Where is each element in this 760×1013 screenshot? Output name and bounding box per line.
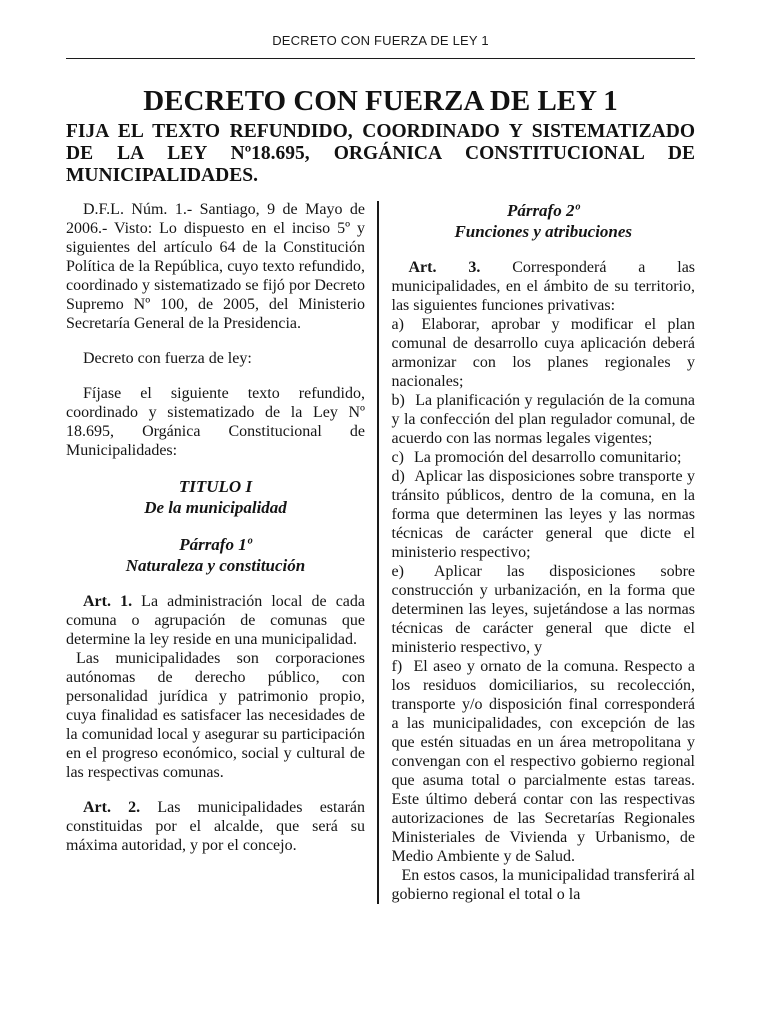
list-item-d (392, 467, 696, 562)
article-1-label: Art. 1. (83, 593, 133, 610)
list-item-f (392, 657, 696, 866)
header-rule (66, 58, 695, 59)
left-column (66, 200, 365, 904)
heading-parrafo-2-subtitle: Funciones y atribuciones (454, 222, 633, 241)
list-item-c-label: c) (391, 449, 404, 466)
paragraph-preamble: D.F.L. Núm. 1.- Santiago, 9 de Mayo de 2006.- Visto: Lo dispuesto en el inciso 5º y siguientes del artículo 64 de la Constitución Política de la República, cuyo texto refundido, coordinado y sistematizado se fijó por Decreto Supremo Nº 100, de 2005, del Ministerio Secretaría General de la Presidencia. (66, 201, 365, 332)
heading-parrafo-1: Párrafo 1º (179, 535, 252, 554)
paragraph-decreto: Decreto con fuerza de ley: (83, 350, 252, 367)
article-1-paragraph-2: Las municipalidades son corporaciones autónomas de derecho público, con personalidad jurídica y patrimonio propio, cuya finalidad es satisfacer las necesidades de la comunidad local y asegurar su participación en el progreso económico, social y cultural de las respectivas comunas. (66, 650, 365, 781)
heading-titulo-i: TITULO I (178, 477, 253, 496)
article-1-paragraph-1 (66, 592, 365, 649)
article-3-text: Corresponderá a las municipalidades, en el ámbito de su territorio, las siguientes funciones privativas: (391, 259, 696, 314)
page-content (66, 0, 695, 904)
heading-parrafo-2: Párrafo 2º (506, 201, 580, 220)
heading-titulo-i-subtitle: De la municipalidad (144, 498, 287, 517)
list-item-f-label: f) (391, 658, 403, 675)
column-divider-rule (377, 201, 379, 904)
paragraph-en-estos-casos: En estos casos, la municipalidad transferirá al gobierno regional el total o la (391, 867, 695, 903)
list-item-f-text: El aseo y ornato de la comuna. Respecto a los residuos domiciliarios, su recolección, transporte y/o disposición final corresponderá a las municipalidades, con excepción de las que estén situadas en un área metropolitana y convengan con el respectivo gobierno regional que asuma total o parcialmente estas tareas. Este último deberá contar con las respectivas autorizaciones de las Secretarías Regionales Ministeriales de Vivienda y Urbanismo, de Medio Ambiente y de Salud. (391, 658, 696, 865)
list-item-a-text: Elaborar, aprobar y modificar el plan comunal de desarrollo cuya aplicación deberá armonizar con los planes regionales y nacionales; (391, 316, 696, 390)
article-1-text: La administración local de cada comuna o agrupación de comunas que determine la ley reside en una municipalidad. (66, 593, 365, 648)
paragraph-fijase: Fíjase el siguiente texto refundido, coordinado y sistematizado de la Ley Nº 18.695, Orgánica Constitucional de Municipalidades: (66, 385, 365, 459)
list-item-e-label: e) (391, 563, 404, 580)
list-item-d-label: d) (391, 468, 405, 485)
list-item-a (392, 315, 696, 391)
document-title: DECRETO CON FUERZA DE LEY 1 (143, 85, 618, 117)
list-item-c-text: La promoción del desarrollo comunitario; (413, 449, 682, 466)
list-item-b (392, 391, 696, 448)
article-3-paragraph (392, 258, 696, 315)
heading-parrafo-1-subtitle: Naturaleza y constitución (125, 556, 306, 575)
list-item-c (392, 448, 696, 467)
article-2-label: Art. 2. (83, 799, 141, 816)
article-2-text: Las municipalidades estarán constituidas por el alcalde, que será su máxima autoridad, y por el concejo. (66, 799, 365, 854)
list-item-b-label: b) (391, 392, 405, 409)
right-column (392, 200, 696, 904)
list-item-e (392, 562, 696, 657)
list-item-b-text: La planificación y regulación de la comuna y la confección del plan regulador comunal, de acuerdo con las normas legales vigentes; (391, 392, 695, 447)
running-header: DECRETO CON FUERZA DE LEY 1 (272, 33, 489, 48)
two-column-body (66, 200, 695, 904)
list-item-d-text: Aplicar las disposiciones sobre transporte y tránsito públicos, dentro de la comuna, en la forma que determinen las leyes y las normas técnicas de carácter general que dicte el ministerio respectivo; (391, 468, 695, 561)
article-3-label: Art. 3. (408, 259, 481, 276)
document-subtitle: FIJA EL TEXTO REFUNDIDO, COORDINADO Y SISTEMATIZADO DE LA LEY Nº18.695, ORGÁNICA CONSTITUCIONAL DE MUNICIPALIDADES. (66, 121, 695, 186)
list-item-a-label: a) (391, 316, 404, 333)
article-2-paragraph (66, 798, 365, 855)
list-item-e-text: Aplicar las disposiciones sobre construcción y urbanización, en la forma que determinen las leyes, sujetándose a las normas técnicas de carácter general que dicte el ministerio respectivo, y (391, 563, 695, 656)
